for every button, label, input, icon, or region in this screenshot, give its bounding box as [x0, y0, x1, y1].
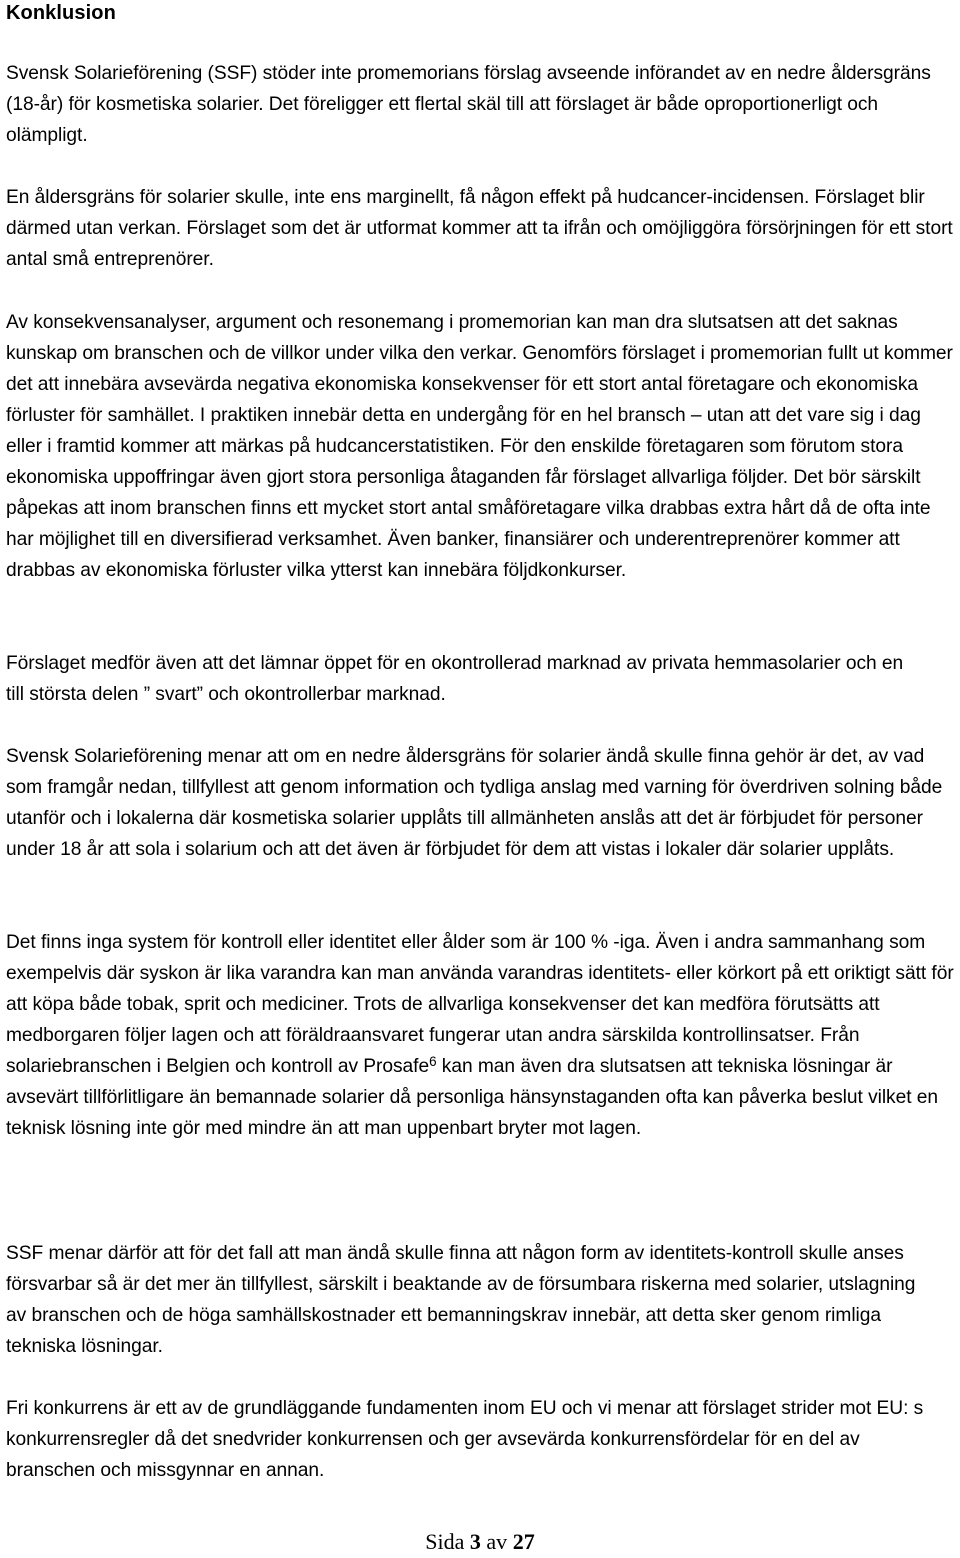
paragraph-1: Svensk Solarieförening (SSF) stöder inte promemorians förslag avseende införandet av en nedre åldersgräns (18-år) för kosmetiska solarier. Det föreligger ett flertal skäl till att förslaget är både oproportionerligt och olämpligt.	[6, 63, 931, 146]
footer-prefix: Sida	[425, 1529, 465, 1554]
paragraph-3: Av konsekvensanalyser, argument och resonemang i promemorian kan man dra slutsatsen att det saknas kunskap om branschen och de villkor under vilka den verkar. Genomförs förslaget i promemorian fullt ut kommer det att innebära avsevärda negativa ekonomiska konsekvenser för ett stort antal företagare och ekonomiska förluster för samhället. I praktiken innebär detta en undergång för en hel bransch – utan att det vare sig i dag eller i framtid kommer att märkas på hudcancerstatistiken. För den enskilde företagaren som förutom stora ekonomiska uppoffringar även gjort stora personliga åtaganden får förslaget allvarliga följder. Det bör särskilt påpekas att inom branschen finns ett mycket stort antal småföretagare vilka drabbas extra hårt då de ofta inte har möjlighet till en diversifierad verksamhet. Även banker, finansiärer och underentreprenörer kommer att drabbas av ekonomiska förluster vilka ytterst kan innebära följdkonkurser.	[6, 312, 953, 581]
paragraph-6-part-2: kan man även dra slutsatsen att tekniska lösningar är avsevärt tillförlitligare än bemannade solarier då personliga hänsynstaganden ofta kan påverka beslut vilket en teknisk lösning inte gör med mindre än att man uppenbart bryter mot lagen.	[6, 1056, 939, 1139]
footnote-reference: 6	[429, 1053, 437, 1069]
footer-total-pages: 27	[512, 1529, 535, 1554]
paragraph-2: En åldersgräns för solarier skulle, inte ens marginellt, få någon effekt på hudcancer-incidensen. Förslaget blir därmed utan verkan. Förslaget som det är utformat kommer att ta ifrån och omöjliggöra försörjningen för ett stort antal små entreprenörer.	[6, 187, 953, 270]
footer-middle: av	[486, 1529, 508, 1554]
paragraph-4: Förslaget medför även att det lämnar öppet för en okontrollerad marknad av privata hemmasolarier och en till största delen ” svart” och okontrollerbar marknad.	[6, 653, 904, 705]
paragraph-7: SSF menar därför att för det fall att man ändå skulle finna att någon form av identitets-kontroll skulle anses försvarbar så är det mer än tillfyllest, särskilt i beaktande av de försumbara riskerna med solarier, utslagning av branschen och de höga samhällskostnader ett bemanningskrav innebär, att detta sker genom rimliga tekniska lösningar.	[6, 1243, 916, 1357]
paragraph-5: Svensk Solarieförening menar att om en nedre åldersgräns för solarier ändå skulle finna gehör är det, av vad som framgår nedan, tillfyllest att genom information och tydliga anslag med varning för överdriven solning både utanför och i lokalerna där kosmetiska solarier upplåts till allmänheten anslås att det är förbjudet för personer under 18 år att sola i solarium och att det även är förbjudet för dem att vistas i lokaler där solarier upplåts.	[6, 746, 943, 860]
section-heading: Konklusion	[6, 2, 116, 24]
paragraph-6	[6, 927, 960, 1144]
paragraph-8: Fri konkurrens är ett av de grundläggande fundamenten inom EU och vi menar att förslaget strider mot EU: s konkurrensregler då det snedvrider konkurrensen och ger avsevärda konkurrensfördelar för en del av branschen och missgynnar en annan.	[6, 1398, 924, 1481]
paragraph-6-part-1: Det finns inga system för kontroll eller identitet eller ålder som är 100 % -iga. Även i andra sammanhang som exempelvis där syskon är lika varandra kan man använda varandras identitets- eller körkort på ett oriktigt sätt för att köpa både tobak, sprit och mediciner. Trots de allvarliga konsekvenser det kan medföra förutsätts att medborgaren följer lagen och att föräldraansvaret fungerar utan andra särskilda kontrollinsatser. Från solariebranschen i Belgien och kontroll av Prosafe	[6, 932, 954, 1077]
footer-page-number: 3	[469, 1529, 481, 1554]
page-footer	[0, 1528, 960, 1556]
